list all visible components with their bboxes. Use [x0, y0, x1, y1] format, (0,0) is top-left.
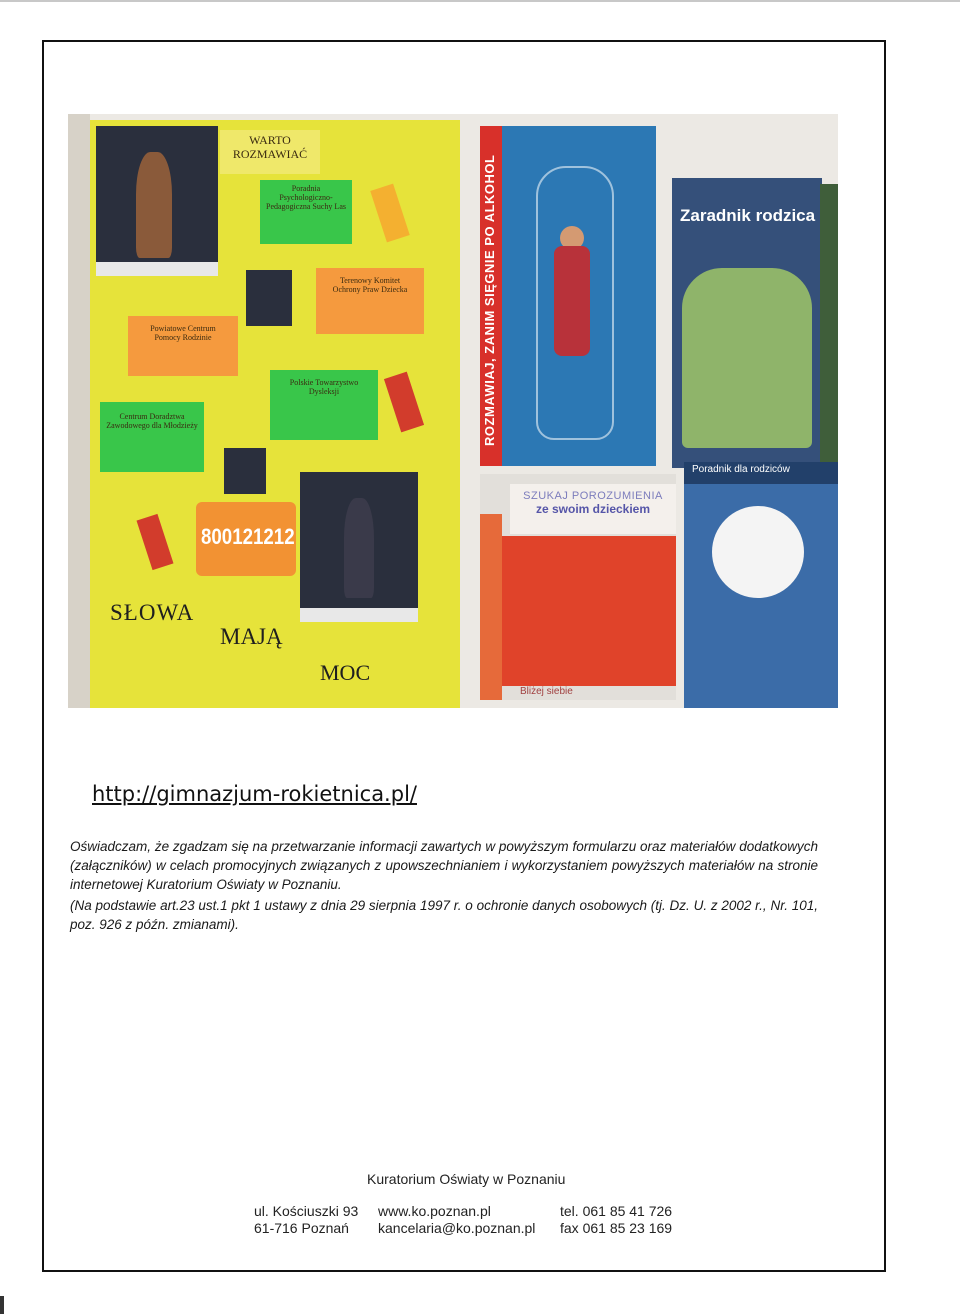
footer-address: [254, 1203, 358, 1237]
footer-street: ul. Kościuszki 93: [254, 1203, 359, 1219]
alcohol-poster-title: ROZMAWIAJ, ZANIM SIĘGNIE PO ALKOHOL: [482, 154, 497, 446]
bookmark-tag: [370, 184, 410, 243]
small-poster: [246, 270, 292, 326]
footer-tel: tel. 061 85 41 726: [560, 1203, 673, 1219]
bookmark-tag-2: [137, 514, 174, 570]
poster-girl: [96, 126, 218, 276]
footer-online: [378, 1203, 535, 1237]
school-photo: [68, 114, 838, 708]
footer-organization: Kuratorium Oświaty w Poznaniu: [367, 1171, 566, 1187]
footer-www[interactable]: www.ko.poznan.pl: [378, 1203, 491, 1219]
alcohol-poster: [480, 126, 656, 466]
szukaj-poster: [480, 474, 676, 700]
wall-shadow: [68, 114, 90, 708]
board-word-1: SŁOWA: [110, 600, 195, 625]
footer-postal: 61-716 Poznań: [254, 1220, 349, 1236]
footer-email[interactable]: kancelaria@ko.poznan.pl: [378, 1220, 536, 1236]
scan-edge: [0, 0, 960, 2]
note-zawodowe: Centrum Doradztwa Zawodowego dla Młodzieży: [100, 402, 204, 472]
zaradnik-poster: [672, 178, 822, 468]
footer-phones: [560, 1203, 672, 1237]
szukaj-line-2: ze swoim dzieckiem: [535, 502, 651, 516]
note-komitet: Terenowy Komitet Ochrony Praw Dziecka: [316, 268, 424, 334]
board-word-2: MAJĄ: [220, 624, 283, 649]
zaradnik-title: Zaradnik rodzica: [680, 206, 816, 225]
poster-boy: [300, 472, 418, 622]
school-website-link[interactable]: http://gimnazjum-rokietnica.pl/: [92, 782, 417, 806]
szukaj-bottom: Bliżej siebie: [520, 686, 573, 697]
header-note: WARTO ROZMAWIAĆ: [220, 130, 320, 174]
small-poster-2: [224, 448, 266, 494]
poradnik-title: Poradnik dla rodziców: [684, 462, 838, 484]
board-word-3: MOC: [320, 660, 371, 685]
poradnik-poster: [684, 462, 838, 708]
consent-statement: [70, 837, 818, 934]
helpline-number: 800121212: [201, 524, 295, 549]
note-poradnia: Poradnia Psychologiczno- Pedagogiczna Suchy Las: [260, 180, 352, 244]
scan-mark: [0, 1296, 4, 1314]
consent-paragraph: Oświadczam, że zgadzam się na przetwarzanie informacji zawartych w powyższym formularzu oraz materiałów dodatkowych (załączników) w celach promocyjnych związanych z upowszechnianiem i wykorzystaniem powyższych materiałów na stronie internetowej Kuratorium Oświaty w Poznaniu.: [70, 839, 818, 892]
note-dysleksja: Polskie Towarzystwo Dysleksji: [270, 370, 378, 440]
footer-fax: fax 061 85 23 169: [560, 1220, 673, 1236]
legal-basis-paragraph: (Na podstawie art.23 ust.1 pkt 1 ustawy z dnia 29 sierpnia 1997 r. o ochronie danych osobowych (tj. Dz. U. z 2002 r., Nr. 101, poz. 926 z późn. zmianami).: [70, 898, 818, 932]
poster-edge: [820, 184, 838, 474]
bookmark-tag-red: [384, 372, 424, 433]
note-centrum: Powiatowe Centrum Pomocy Rodzinie: [128, 316, 238, 376]
szukaj-line-1: SZUKAJ POROZUMIENIA: [523, 490, 663, 502]
